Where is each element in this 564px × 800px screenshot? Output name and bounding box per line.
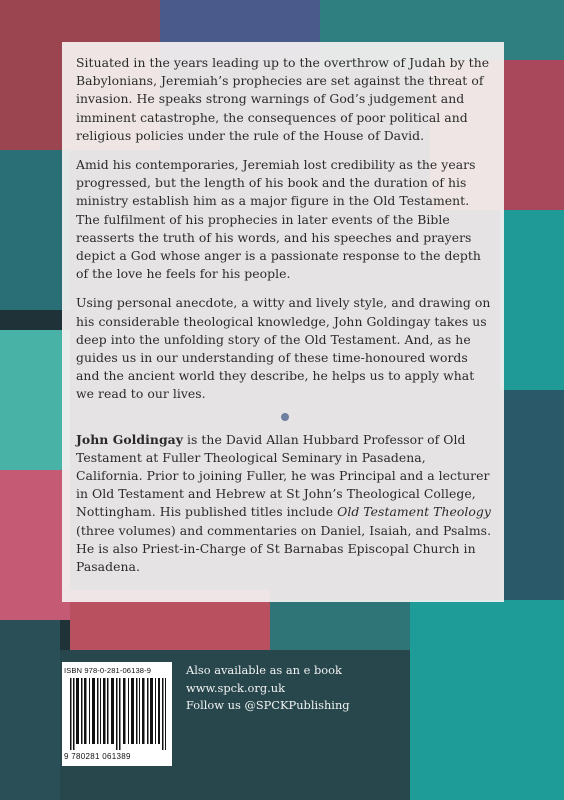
author-bio bbox=[76, 431, 494, 577]
bio-text-2: (three volumes) and commentaries on Daniel, Isaiah, and Psalms. He is also Priest-in-Charge of St Barnabas Episcopal Church in Pasadena. bbox=[76, 522, 492, 575]
author-name: John Goldingay bbox=[76, 431, 183, 447]
isbn-label: ISBN 978-0-281-06138-9 bbox=[64, 666, 152, 675]
separator-dot bbox=[281, 413, 289, 421]
bio-text-1: is the David Allan Hubbard Professor of Old Testament at Fuller Theological Seminary in Pasadena, California. Prior to joining Fuller, he was Principal and a lecturer in Old Testament and Hebrew at St John’s Theological College, Nottingham. His published titles include bbox=[76, 431, 490, 520]
bio-book-title: Old Testament Theology bbox=[337, 504, 491, 520]
social-handle[interactable]: Follow us @SPCKPublishing bbox=[186, 698, 350, 712]
ebook-note: Also available as an e book bbox=[186, 663, 342, 677]
barcode-box bbox=[62, 662, 172, 766]
blurb-paragraph-3: Using personal anecdote, a witty and lively style, and drawing on his considerable theological knowledge, John Goldingay takes us deep into the unfolding story of the Old Testament. And, as he guides us in our understanding of these time-honoured words and the ancient world they describe, he helps us to apply what we read to our lives. bbox=[76, 295, 491, 402]
barcode-icon bbox=[70, 678, 166, 750]
publisher-url[interactable]: www.spck.org.uk bbox=[186, 680, 286, 695]
blurb-paragraph-1: Situated in the years leading up to the overthrow of Judah by the Babylonians, Jeremiah’s prophecies are set against the threat of invasion. He speaks strong warnings of God’s judgement and imminent catastrophe, the consequences of poor political and religious policies under the rule of the House of David. bbox=[76, 55, 490, 143]
back-cover-text bbox=[76, 54, 494, 587]
publisher-info bbox=[186, 662, 350, 715]
blurb-paragraph-2: Amid his contemporaries, Jeremiah lost credibility as the years progressed, but the length of his book and the duration of his ministry establish him as a major figure in the Old Testament. The fulfilment of his prophecies in later events of the Bible reasserts the truth of his words, and his speeches and prayers depict a God whose anger is a passionate response to the depth of the love he feels for his people. bbox=[76, 157, 481, 282]
barcode-digits: 9 780281 061389 bbox=[64, 752, 131, 761]
